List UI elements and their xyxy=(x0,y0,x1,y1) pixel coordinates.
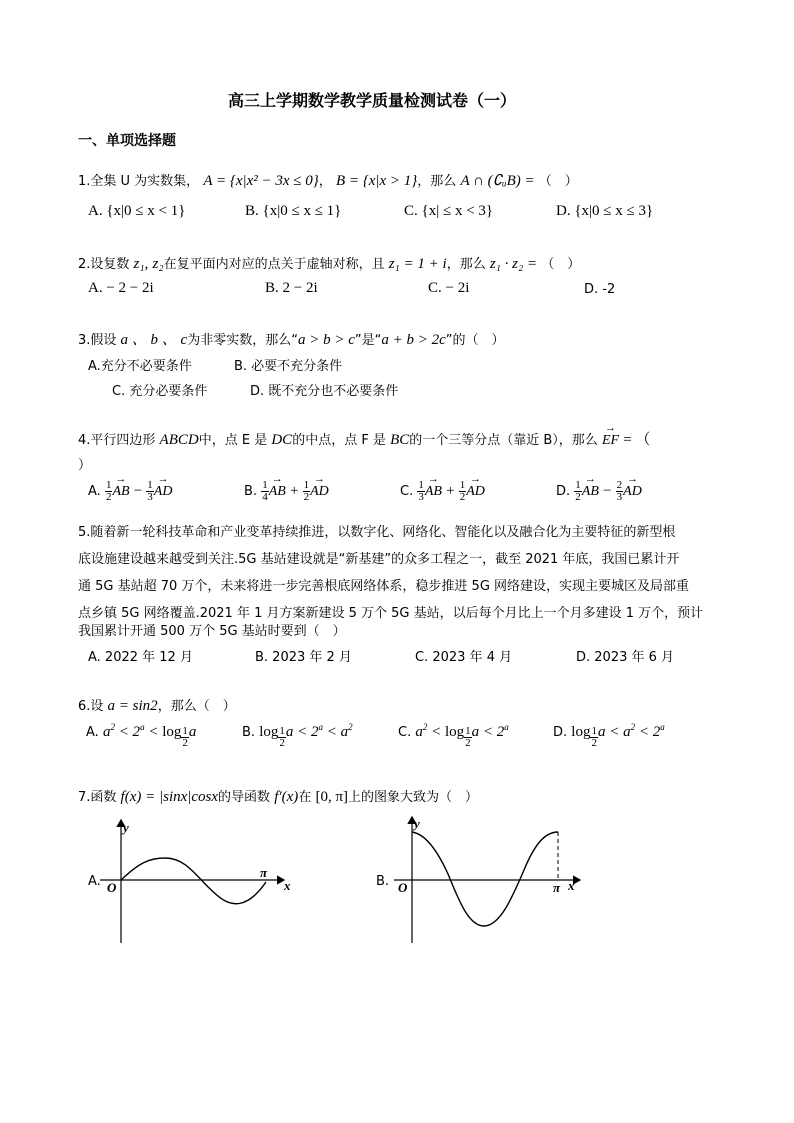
q2-z2: z₂ xyxy=(152,256,164,272)
q5-line-3: 通 5G 基站超 70 万个，未来将进一步完善根底网络体系，稳步推进 5G 网络建设，实现主要城区及局部重 xyxy=(78,579,690,594)
q3-vars: a 、 b 、 c xyxy=(120,332,188,348)
q6-option-a[interactable]: A. $a^2 < 2^a < \log$ $\frac{1}{2}$ a xyxy=(86,722,197,749)
q5-option-b[interactable]: B. 2023 年 2 月 xyxy=(255,650,352,665)
q4-option-c-frac2: $\frac{1}{2}$ xyxy=(459,479,466,503)
q2-z1: z₁, xyxy=(133,256,149,272)
q2-p3: ，那么 xyxy=(446,257,486,272)
q6-option-c[interactable]: C. $a^2 < \log$ $\frac{1}{2}$ $a < 2^a$ xyxy=(398,722,509,749)
q7-p3: 在 xyxy=(298,790,312,805)
curve-b xyxy=(412,832,558,926)
q6-def: a = sin2 xyxy=(107,698,158,714)
q4-option-a-label: A. xyxy=(88,484,101,499)
q5-line-1: 5.随着新一轮科技革命和产业变革持续推进，以数字化、网络化、智能化以及融合化为主要特征的新型根 xyxy=(78,525,676,540)
q4-option-b-vec1: → AB xyxy=(269,484,286,500)
q1-option-d[interactable]: D. {x|0 ≤ x ≤ 3} xyxy=(556,203,654,219)
q5-line-4: 点乡镇 5G 网络覆盖.2021 年 1 月方案新建设 5 万个 5G 基站，以后每个月比上一个月多建设 1 万个，预计 xyxy=(78,606,704,621)
q4-option-b-frac2: $\frac{1}{2}$ xyxy=(303,479,310,503)
q4-option-a-frac1: $\frac{1}{2}$ xyxy=(105,479,112,503)
origin-label: O xyxy=(398,880,408,895)
q4-option-c[interactable] xyxy=(400,480,485,503)
q4-option-b-frac1: $\frac{1}{4}$ xyxy=(262,479,268,503)
q6-option-d-label: D. xyxy=(553,725,568,740)
pi-label: π xyxy=(260,865,268,880)
x-axis-label: x xyxy=(284,878,291,893)
q4-option-b-label: B. xyxy=(244,484,258,499)
question-1 xyxy=(78,170,578,190)
q3-p1: 3.假设 xyxy=(78,333,117,348)
q6-p2: ，那么（ ） xyxy=(157,699,236,714)
q4-option-d-frac2: $\frac{2}{3}$ xyxy=(616,479,623,503)
q4-dc: DC xyxy=(271,432,293,448)
q6-p1: 6.设 xyxy=(78,699,104,714)
q1-option-b[interactable]: B. {x|0 ≤ x ≤ 1} xyxy=(245,203,342,219)
q1-paren: （ ） xyxy=(538,174,578,189)
q1-comma: ， xyxy=(318,174,332,189)
q7-f: f(x) = |sinx|cosx xyxy=(120,789,219,805)
q4-option-b-vec2: → AD xyxy=(310,484,329,500)
q2-p2: 在复平面内对应的点关于虚轴对称，且 xyxy=(163,257,385,272)
curve-a xyxy=(121,858,266,904)
q4-bc: BC xyxy=(390,432,410,448)
q4-option-c-vec1: → AB xyxy=(425,484,442,500)
q3-p3: ”是“ xyxy=(354,333,382,348)
q3-option-c[interactable]: C. 充分必要条件 xyxy=(112,384,208,399)
q3-cond1: a > b > c xyxy=(297,332,355,348)
question-7 xyxy=(78,786,478,806)
q6-option-b[interactable]: B. log $\frac{1}{2}$ $a < 2^a < a^2$ xyxy=(242,722,353,749)
q7-p1: 7.函数 xyxy=(78,790,117,805)
q4-option-b-op: + xyxy=(289,483,299,499)
q3-option-a[interactable]: A.充分不必要条件 xyxy=(88,359,192,374)
q7-interval: [0, π] xyxy=(315,789,349,805)
q7-p4: 上的图象大致为（ ） xyxy=(348,790,479,805)
q2-prod: z₁ · z₂ = xyxy=(489,256,538,272)
q3-cond2: a + b > 2c xyxy=(381,332,446,348)
q5-line-5: 我国累计开通 500 万个 5G 基站时要到（ ） xyxy=(78,624,346,639)
q7-graph-b[interactable] xyxy=(394,812,594,947)
q4-option-b[interactable] xyxy=(244,480,329,503)
q4-option-c-vec2: → AD xyxy=(466,484,485,500)
q4-p2: 中，点 E 是 xyxy=(198,433,268,448)
q6-option-a-label: A. xyxy=(86,725,99,740)
q7-fp: f′(x) xyxy=(274,789,299,805)
q7-graph-a[interactable] xyxy=(100,812,300,947)
question-6 xyxy=(78,695,236,715)
q1-prefix: 1.全集 U 为实数集， xyxy=(78,174,200,189)
q1-set-a: A = {x|x² − 3x ≤ 0} xyxy=(203,173,319,189)
q4-option-a-frac2: $\frac{1}{3}$ xyxy=(147,479,153,503)
question-4 xyxy=(78,428,650,449)
q4-option-a-vec1: → AB xyxy=(112,484,129,500)
q7-graph-b-label[interactable]: B. xyxy=(376,874,390,889)
q4-option-c-frac1: $\frac{1}{3}$ xyxy=(418,479,424,503)
origin-label: O xyxy=(107,880,117,895)
q4-p1: 4.平行四边形 xyxy=(78,433,156,448)
q2-p1: 2.设复数 xyxy=(78,257,130,272)
q4-option-d-frac1: $\frac{1}{2}$ xyxy=(575,479,581,503)
q4-option-d-label: D. xyxy=(556,484,571,499)
x-axis-label: x xyxy=(568,878,575,893)
q2-option-c[interactable]: C. − 2i xyxy=(428,280,470,296)
question-2 xyxy=(78,253,580,273)
q1-mid: ，那么 xyxy=(417,174,457,189)
q5-option-c[interactable]: C. 2023 年 4 月 xyxy=(415,650,513,665)
q3-p2: 为非零实数，那么“ xyxy=(187,333,298,348)
q2-paren: （ ） xyxy=(541,257,581,272)
section-heading: 一、单项选择题 xyxy=(78,133,176,149)
q4-eq: = （ xyxy=(623,432,651,448)
q6-option-c-label: C. xyxy=(398,725,412,740)
q7-graph-a-label[interactable]: A. xyxy=(88,874,101,889)
y-axis-label: y xyxy=(414,816,420,831)
q6-option-d[interactable]: D. log $\frac{1}{2}$ $a < a^2 < 2^a$ xyxy=(553,722,665,749)
q2-option-a[interactable]: A. − 2 − 2i xyxy=(88,280,154,296)
q7-p2: 的导函数 xyxy=(218,790,271,805)
q3-option-d[interactable]: D. 既不充分也不必要条件 xyxy=(250,384,399,399)
q1-option-a[interactable]: A. {x|0 ≤ x < 1} xyxy=(88,203,186,219)
q4-option-a-vec2: → AD xyxy=(154,484,173,500)
q4-option-a-op: − xyxy=(133,483,143,499)
q4-close-paren: ） xyxy=(78,458,92,473)
q4-option-c-label: C. xyxy=(400,484,414,499)
q5-option-d[interactable]: D. 2023 年 6 月 xyxy=(576,650,675,665)
q5-line-2: 底设施建设越来越受到关注.5G 基站建设就是“新基建”的众多工程之一，截至 2021 年底，我国已累计开 xyxy=(78,552,680,567)
q4-option-d-vec2: → AD xyxy=(623,484,642,500)
q2-option-d[interactable]: D. -2 xyxy=(584,282,616,297)
q2-option-b[interactable]: B. 2 − 2i xyxy=(265,280,318,296)
q5-option-a[interactable]: A. 2022 年 12 月 xyxy=(88,650,193,665)
q1-set-b: B = {x|x > 1} xyxy=(335,173,418,189)
q4-p4: 的一个三等分点（靠近 B），那么 xyxy=(409,433,598,448)
q1-expr: A ∩ (∁ᵤB) = xyxy=(460,173,535,189)
q1-option-c[interactable]: C. {x| ≤ x < 3} xyxy=(404,203,494,219)
q4-ef-vector: → EF xyxy=(602,433,619,449)
question-3 xyxy=(78,328,505,349)
q4-option-d-vec1: → AB xyxy=(582,484,599,500)
q3-p4: ”的（ ） xyxy=(445,333,505,348)
q3-option-b[interactable]: B. 必要不充分条件 xyxy=(234,359,343,374)
q4-option-a[interactable] xyxy=(88,480,172,503)
q4-option-c-op: + xyxy=(446,483,455,499)
page-title: 高三上学期数学教学质量检测试卷（一） xyxy=(228,91,517,110)
q4-abcd: ABCD xyxy=(159,432,199,448)
q2-eq: z₁ = 1 + i xyxy=(388,256,447,272)
q6-option-b-label: B. xyxy=(242,725,256,740)
pi-label: π xyxy=(553,880,561,895)
y-axis-label: y xyxy=(123,820,129,835)
q4-option-d[interactable] xyxy=(556,480,642,503)
q4-option-d-op: − xyxy=(603,483,612,499)
q4-p3: 的中点，点 F 是 xyxy=(292,433,386,448)
